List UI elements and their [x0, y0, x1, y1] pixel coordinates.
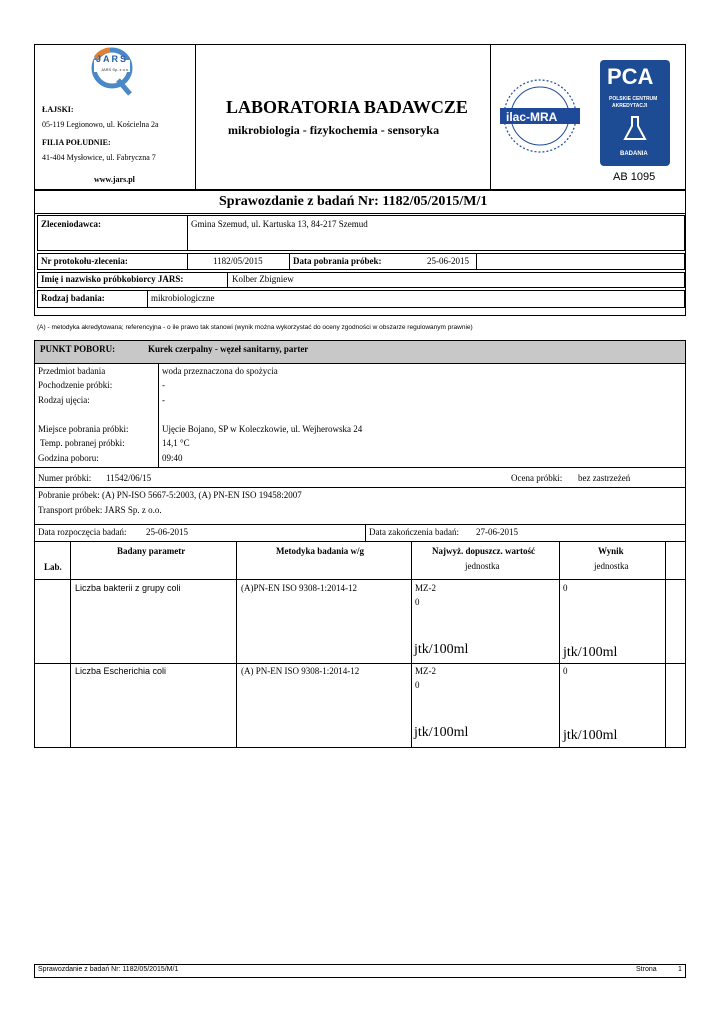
- start-date-label: Data rozpoczęcia badań:: [38, 527, 127, 537]
- row2-result-unit: jtk/100ml: [563, 728, 618, 743]
- sampling-date-value: 25-06-2015: [427, 256, 469, 266]
- jars-logo-text: JARS: [96, 54, 129, 64]
- protocol-value: 1182/05/2015: [213, 256, 263, 266]
- sample-rating-value: bez zastrzeżeń: [578, 473, 631, 483]
- footer-page-label: Strona: [636, 966, 657, 973]
- end-date-value: 27-06-2015: [476, 527, 518, 537]
- origin-label: Pochodzenie próbki:: [38, 380, 113, 390]
- sampling-date-label: Data pobrania próbek:: [293, 256, 382, 266]
- sampling-point-value: Kurek czerpalny - węzeł sanitarny, parter: [148, 344, 309, 354]
- row1-result-unit: jtk/100ml: [563, 645, 618, 660]
- pca-logo-text: PCA: [607, 64, 654, 89]
- row1-param: Liczba bakterii z grupy coli: [75, 583, 181, 593]
- row1-limit-code: MZ-2: [415, 583, 436, 593]
- row1-limit-unit: jtk/100ml: [414, 642, 469, 657]
- pca-logo-line3: BADANIA: [620, 151, 648, 157]
- jars-logo-sub: JARS Sp. z o.o.: [101, 67, 130, 72]
- origin-value: -: [162, 380, 165, 390]
- branch2-title: FILIA POŁUDNIE:: [42, 138, 111, 147]
- col-result-unit-header: jednostka: [594, 561, 629, 571]
- branch2-address: 41-404 Mysłowice, ul. Fabryczna 7: [42, 153, 156, 162]
- sample-number-value: 11542/06/15: [106, 473, 152, 483]
- row1-limit-value: 0: [415, 597, 420, 607]
- branch1-address: 05-119 Legionowo, ul. Kościelna 2a: [42, 120, 159, 129]
- row2-limit-value: 0: [415, 680, 420, 690]
- protocol-label: Nr protokołu-zlecenia:: [41, 256, 128, 266]
- place-value: Ujęcie Bojano, SP w Koleczkowie, ul. Wejherowska 24: [162, 424, 363, 434]
- transport-info: Transport próbek: JARS Sp. z o.o.: [38, 505, 162, 515]
- time-value: 09:40: [162, 453, 183, 463]
- pca-logo-line2: AKREDYTACJI: [612, 103, 648, 109]
- accreditation-note: (A) - metodyka akredytowana; referencyjna - o ile prawo tak stanowi (wynik można wykorzystać do oceny zgodności w obszarze regulowanym prawnie): [37, 324, 473, 331]
- intake-label: Rodzaj ujęcia:: [38, 395, 90, 405]
- col-param-header: Badany parametr: [117, 546, 186, 556]
- col-limit-unit-header: jednostka: [465, 561, 500, 571]
- lab-title: LABORATORIA BADAWCZE: [226, 97, 468, 117]
- branch1-title: ŁAJSKI:: [42, 105, 74, 114]
- sampling-point-block: [34, 340, 686, 748]
- flask-icon: [622, 115, 648, 143]
- pca-logo-line1: POLSKIE CENTRUM: [609, 96, 658, 102]
- footer-report-ref: Sprawozdanie z badań Nr: 1182/05/2015/M/1: [38, 966, 179, 973]
- row1-result-value: 0: [563, 583, 568, 593]
- report-title: Sprawozdanie z badań Nr: 1182/05/2015/M/1: [219, 194, 488, 209]
- sampling-point-label: PUNKT POBORU:: [40, 344, 116, 354]
- row2-result-value: 0: [563, 666, 568, 676]
- sample-rating-label: Ocena próbki:: [511, 473, 563, 483]
- place-label: Miejsce pobrania próbki:: [38, 424, 129, 434]
- subject-label: Przedmiot badania: [38, 366, 106, 376]
- row2-param: Liczba Escherichia coli: [75, 666, 167, 676]
- start-date-value: 25-06-2015: [146, 527, 188, 537]
- temp-label: Temp. pobranej próbki:: [40, 438, 125, 448]
- client-label: Zleceniodawca:: [41, 219, 101, 229]
- accreditation-number: AB 1095: [613, 171, 656, 183]
- sampler-value: Kolber Zbigniew: [232, 274, 294, 284]
- sampling-point-header: [35, 341, 685, 363]
- row2-limit-unit: jtk/100ml: [414, 725, 469, 740]
- ilac-mra-text: ilac-MRA: [506, 110, 558, 124]
- lab-subtitle: mikrobiologia - fizykochemia - sensoryka: [228, 123, 440, 137]
- client-value: Gmina Szemud, ul. Kartuska 13, 84-217 Szemud: [191, 219, 368, 229]
- row2-method: (A) PN-EN ISO 9308-1:2014-12: [241, 666, 360, 676]
- row2-limit-code: MZ-2: [415, 666, 436, 676]
- col-result-header: Wynik: [598, 546, 624, 556]
- footer-page-number: 1: [678, 966, 682, 973]
- row1-method: (A)PN-EN ISO 9308-1:2014-12: [241, 583, 357, 593]
- col-limit-header: Najwyż. dopuszcz. wartość: [432, 546, 535, 556]
- temp-value: 14,1 °C: [162, 438, 190, 448]
- test-type-row: [37, 290, 685, 308]
- time-label: Godzina poboru:: [38, 453, 99, 463]
- sample-number-label: Numer próbki:: [38, 473, 92, 483]
- sampling-standard: Pobranie próbek: (A) PN-ISO 5667-5:2003, (A) PN-EN ISO 19458:2007: [38, 490, 302, 500]
- test-type-label: Rodzaj badania:: [41, 293, 105, 303]
- col-lab-header: Lab.: [44, 562, 62, 572]
- col-method-header: Metodyka badania w/g: [276, 546, 365, 556]
- sampler-label: Imię i nazwisko próbkobiorcy JARS:: [41, 274, 184, 284]
- subject-value: woda przeznaczona do spożycia: [162, 366, 278, 376]
- website-link[interactable]: www.jars.pl: [94, 175, 135, 184]
- test-type-value: mikrobiologiczne: [151, 293, 215, 303]
- end-date-label: Data zakończenia badań:: [369, 527, 459, 537]
- intake-value: -: [162, 395, 165, 405]
